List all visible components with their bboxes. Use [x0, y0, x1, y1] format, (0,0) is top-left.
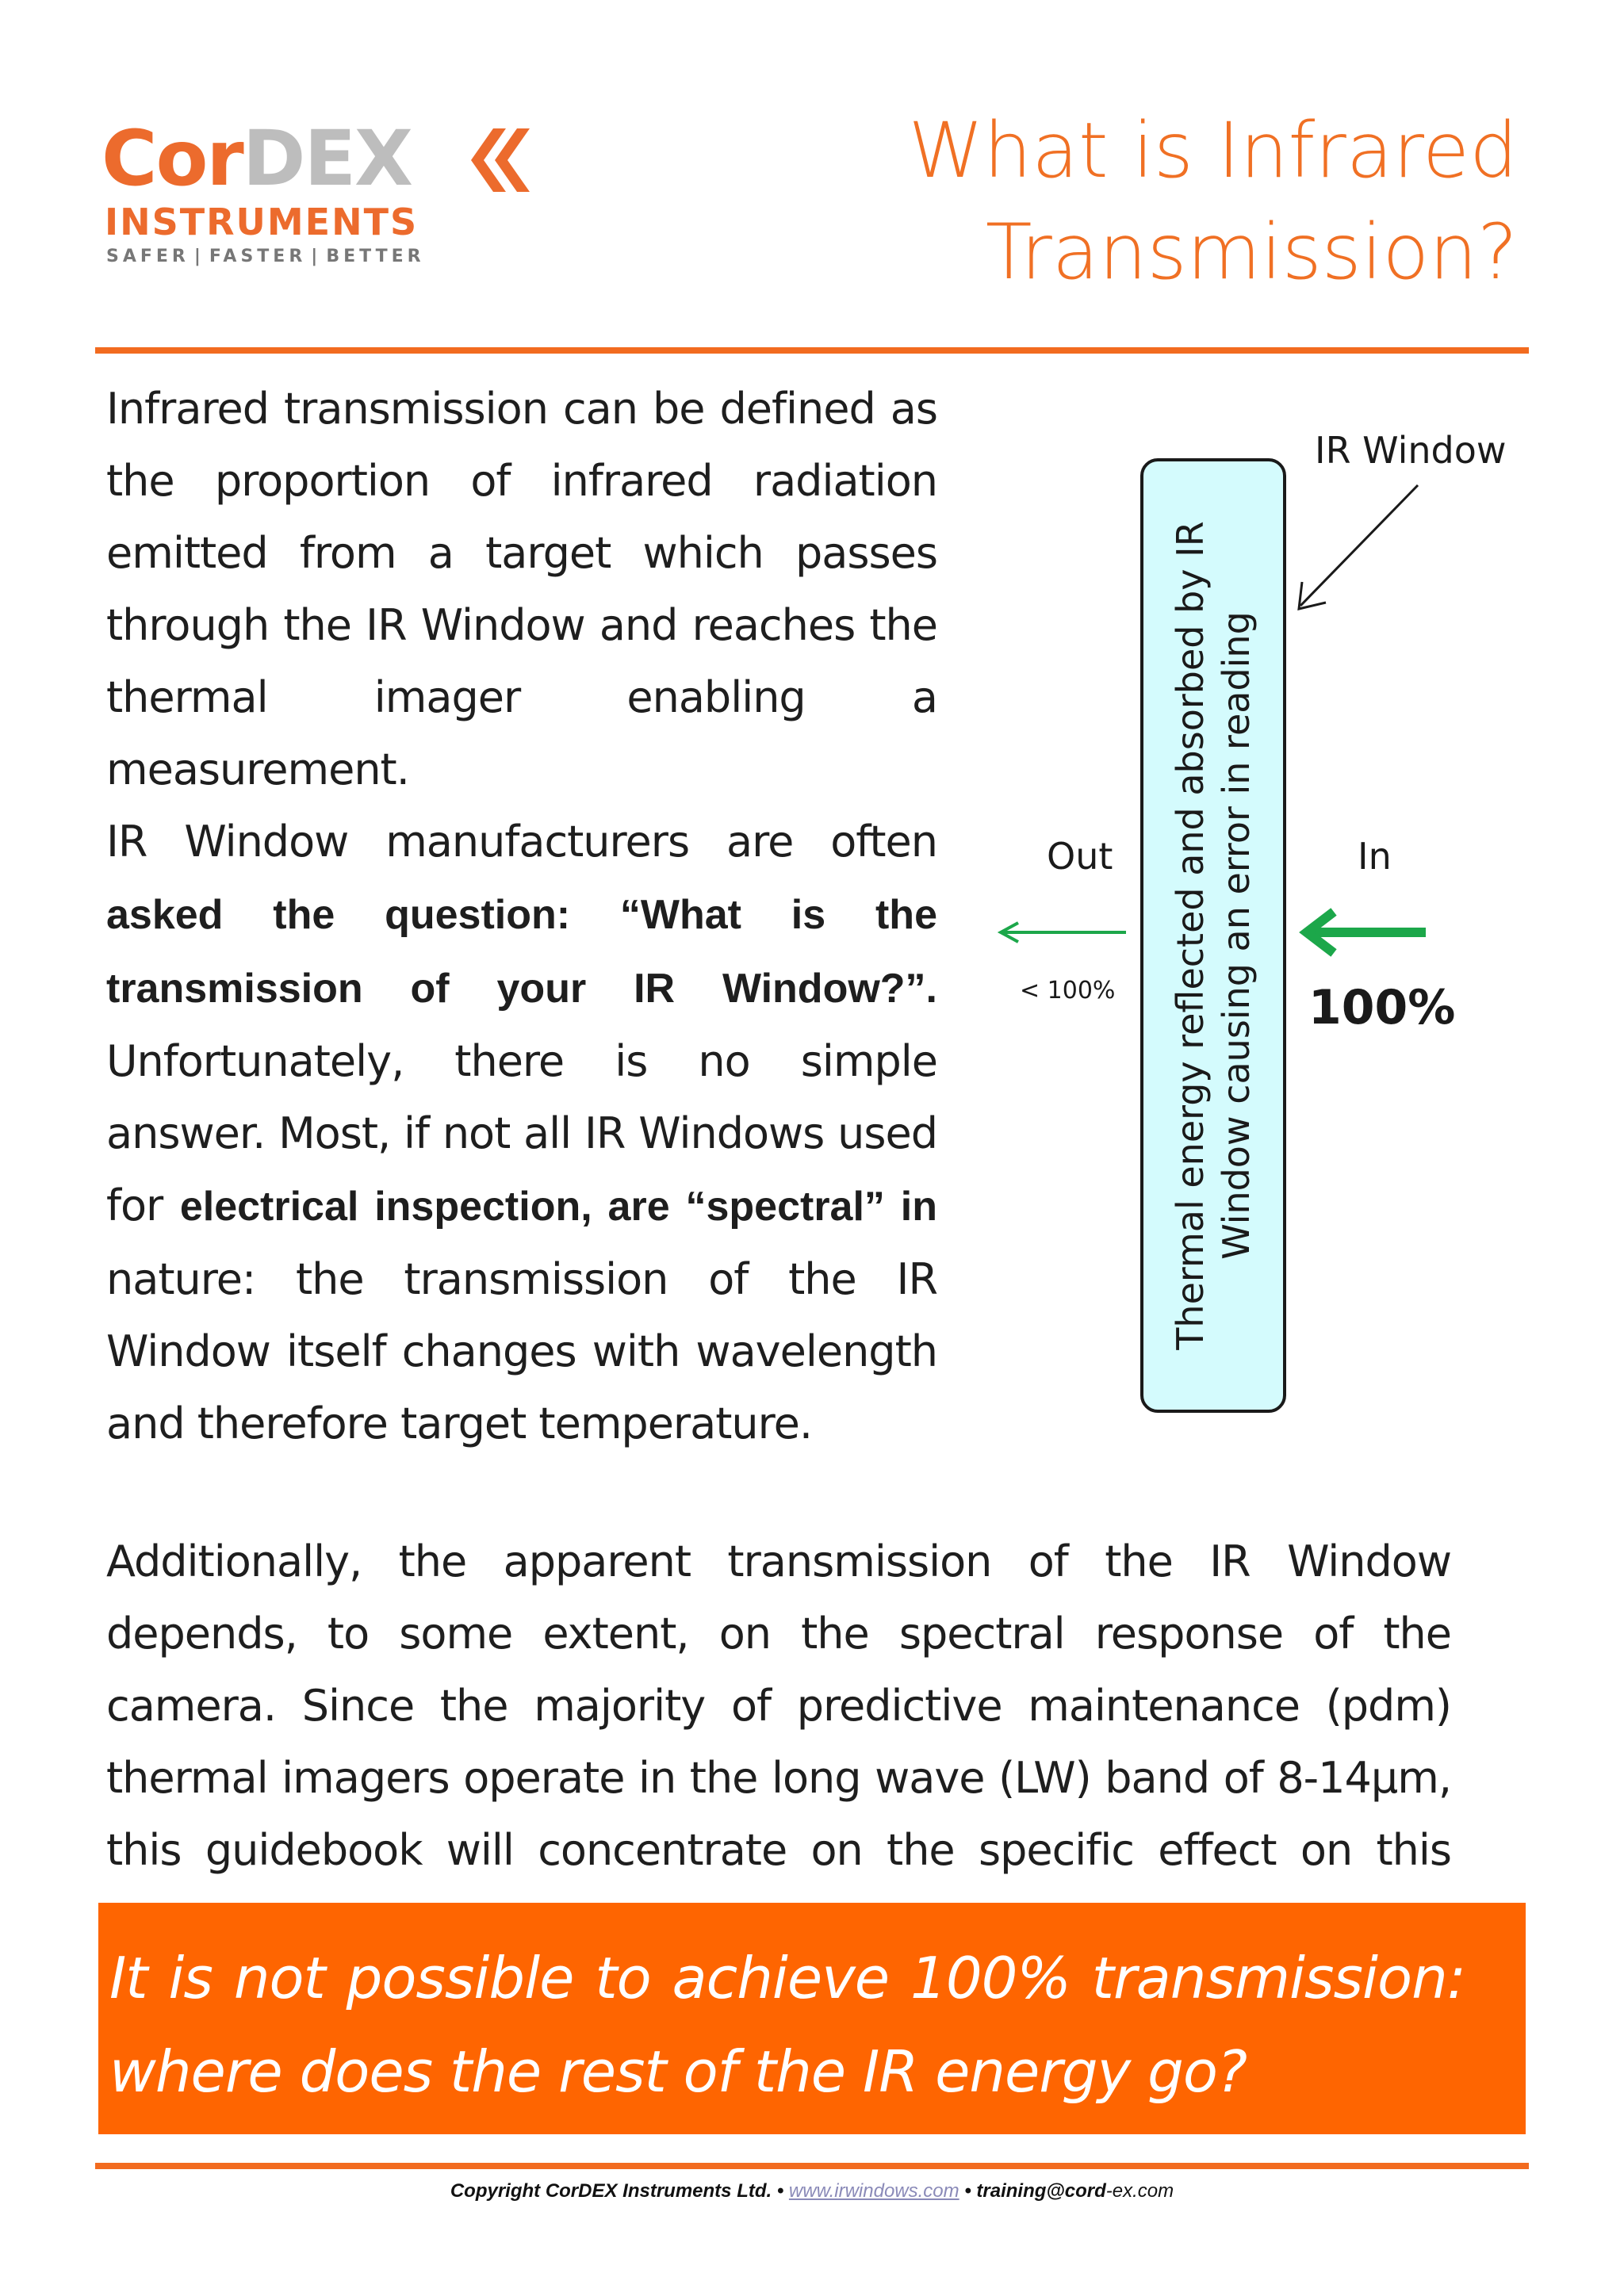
callout-text: It is not possible to achieve 100% transmission: where does the rest of the IR energy go?: [109, 1945, 1465, 2105]
paragraph-question-part3: Unfortunately, there is no simple answer. Most, if not all IR Windows used for: [106, 1036, 937, 1230]
out-label: Out: [1047, 835, 1113, 878]
ir-window-label: IR Window: [1315, 429, 1507, 472]
logo-wordmark: [102, 114, 412, 203]
footer-email-rest: -ex.com: [1105, 2180, 1174, 2202]
in-label: In: [1358, 835, 1392, 878]
title-line-2: Transmission?: [985, 208, 1518, 297]
cordex-logo: [102, 114, 530, 276]
ir-window-diagram: [991, 412, 1538, 1435]
box-vertical-text: [1167, 499, 1259, 1372]
box-text-line-1: Thermal energy reflected and absorbed by IR: [1169, 521, 1212, 1350]
paragraph-question-bold2: electrical inspection, are “spectral” in: [179, 1184, 937, 1230]
logo-instruments: INSTRUMENTS: [105, 201, 419, 243]
footer-website-link[interactable]: www.irwindows.com: [788, 2180, 959, 2202]
paragraph-question-part1: IR Window manufacturers are often: [106, 817, 937, 867]
footer-copyright: Copyright CorDEX Instruments Ltd. •: [450, 2180, 784, 2202]
paragraph-question: [106, 806, 937, 1460]
logo-cor: Cor: [102, 114, 243, 203]
logo-tagline: SAFER | FASTER | BETTER: [106, 247, 425, 266]
logo-dex: DEX: [242, 114, 412, 203]
paragraph-definition: Infrared transmission can be defined as the proportion of infrared radiation emitted from a target which passes through the IR Window and reaches the thermal imager enabling a measurement.: [106, 384, 937, 794]
callout-banner: [98, 1903, 1526, 2134]
paragraph-question-bold1: asked the question: “What is the transmission of your IR Window?”.: [106, 892, 937, 1012]
window-pointer-arrow: [1300, 485, 1418, 606]
tagline-safer: SAFER: [106, 247, 190, 266]
out-value: < 100%: [1020, 977, 1116, 1004]
footer: [0, 2177, 1624, 2206]
paragraph-spectral-response: Additionally, the apparent transmission of the IR Window depends, to some extent, on the spectral response of the camera. Since the majority of predictive maintenance (pdm) thermal imagers operate in the long wave (LW) band of 8-14μm, this guidebook will concentrate on the specific effect on this: [106, 1536, 1451, 1875]
tagline-faster: FASTER: [209, 247, 307, 266]
footer-bullet: •: [964, 2180, 971, 2202]
box-text-container: [1142, 460, 1285, 1411]
footer-email-bold: training@cord: [976, 2180, 1106, 2202]
title-line-1: What is Infrared: [908, 106, 1518, 195]
page-title: [804, 100, 1518, 303]
header-divider: [95, 347, 1529, 354]
footer-divider: [95, 2163, 1529, 2169]
chevrons-icon: [462, 124, 530, 197]
paragraph-question-part5: nature: the transmission of the IR Window itself changes with wavelength and therefore target temperature.: [106, 1254, 937, 1448]
box-text-line-2: Window causing an error in reading: [1215, 611, 1258, 1260]
tagline-better: BETTER: [326, 247, 425, 266]
in-value: 100%: [1308, 980, 1456, 1035]
